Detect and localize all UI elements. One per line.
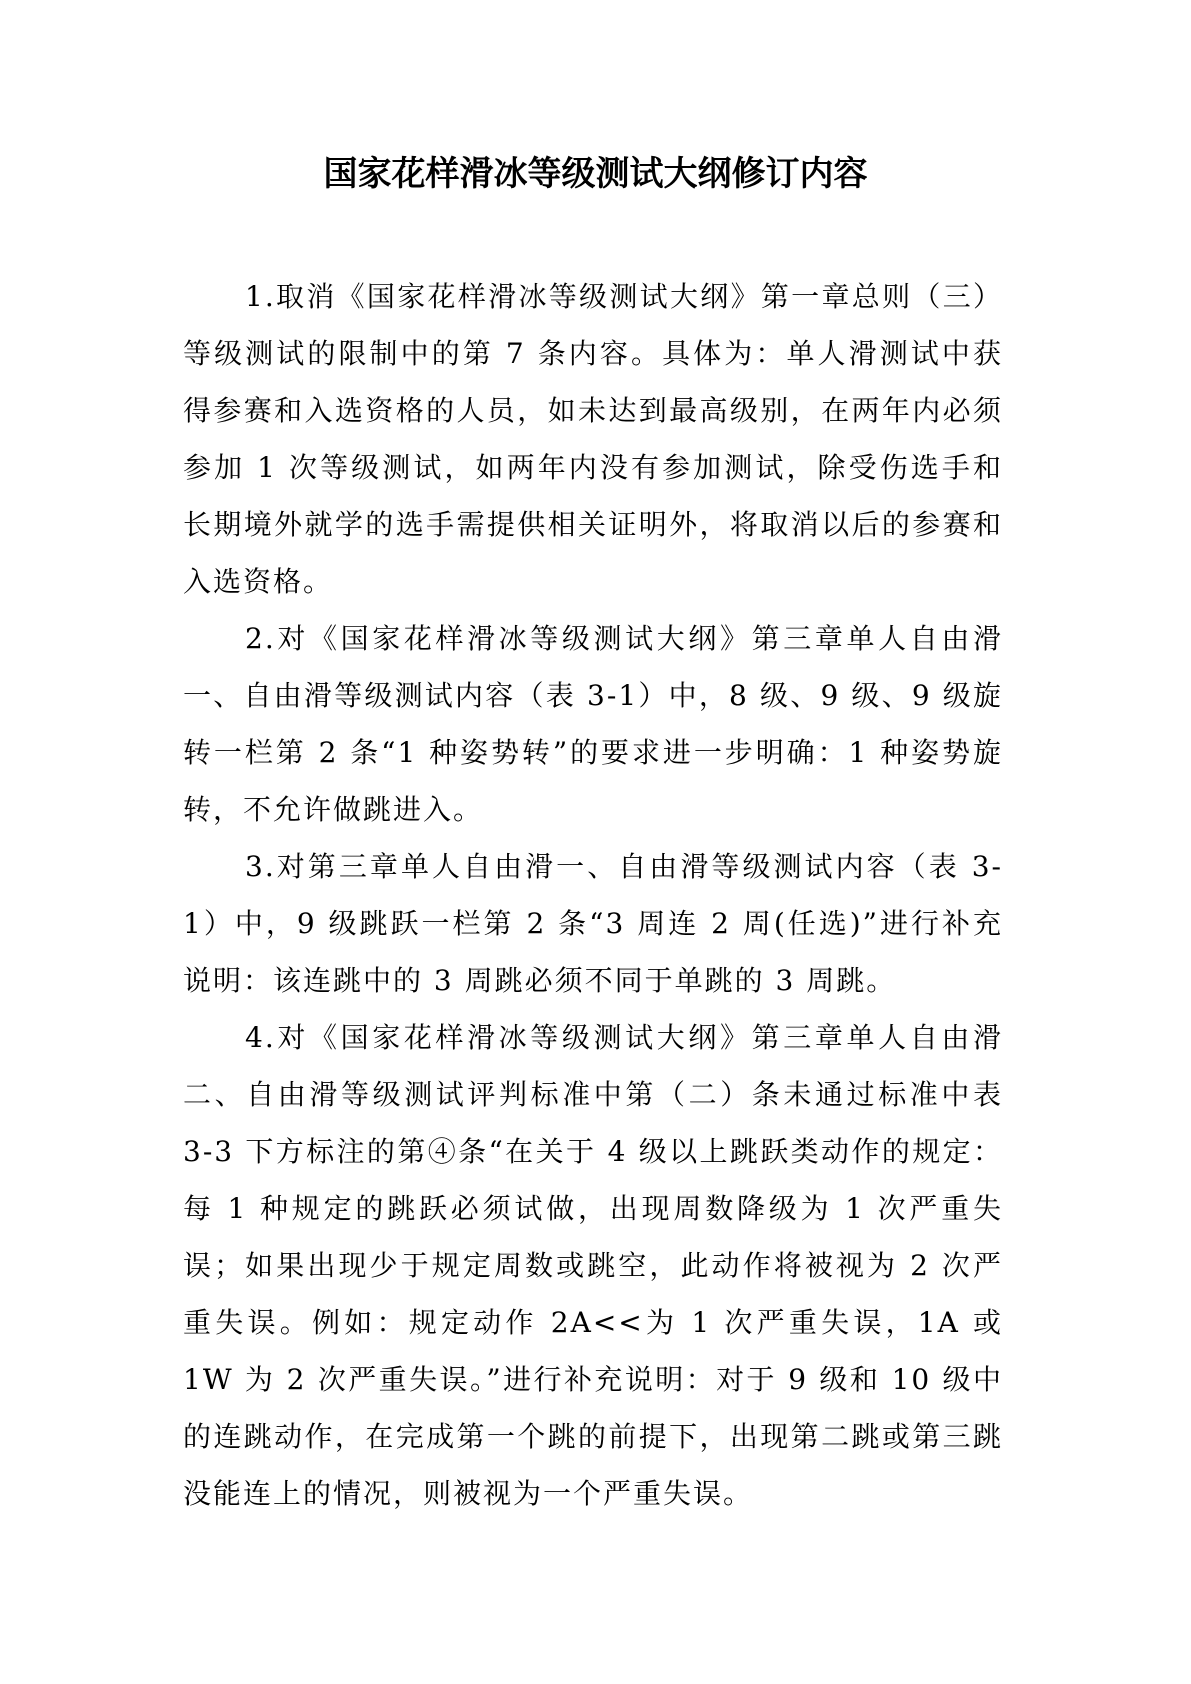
- paragraph-2: 2.对《国家花样滑冰等级测试大纲》第三章单人自由滑一、自由滑等级测试内容（表 3-1）中，8 级、9 级、9 级旋转一栏第 2 条“1 种姿势转”的要求进一步明确：1 种姿势旋转，不允许做跳进入。: [183, 622, 1003, 826]
- document-body: [183, 268, 1003, 1522]
- paragraph-1: 1.取消《国家花样滑冰等级测试大纲》第一章总则（三）等级测试的限制中的第 7 条内容。具体为：单人滑测试中获得参赛和入选资格的人员，如未达到最高级别，在两年内必须参加 1 次等级测试，如两年内没有参加测试，除受伤选手和长期境外就学的选手需提供相关证明外，将取消以后的参赛和入选资格。: [183, 280, 1003, 598]
- paragraph-3: 3.对第三章单人自由滑一、自由滑等级测试内容（表 3-1）中，9 级跳跃一栏第 2 条“3 周连 2 周(任选)”进行补充说明：该连跳中的 3 周跳必须不同于单跳的 3 周跳。: [183, 850, 1003, 997]
- document-title: 国家花样滑冰等级测试大纲修订内容: [323, 154, 868, 194]
- paragraph-4: 4.对《国家花样滑冰等级测试大纲》第三章单人自由滑二、自由滑等级测试评判标准中第（二）条未通过标准中表 3-3 下方标注的第④条“在关于 4 级以上跳跃类动作的规定：每 1 种规定的跳跃必须试做，出现周数降级为 1 次严重失误；如果出现少于规定周数或跳空，此动作将被视为 2 次严重失误。例如：规定动作 2A<<为 1 次严重失误，1A 或 1W 为 2 次严重失误。”进行补充说明：对于 9 级和 10 级中的连跳动作，在完成第一个跳的前提下，出现第二跳或第三跳没能连上的情况，则被视为一个严重失误。: [183, 1021, 1003, 1510]
